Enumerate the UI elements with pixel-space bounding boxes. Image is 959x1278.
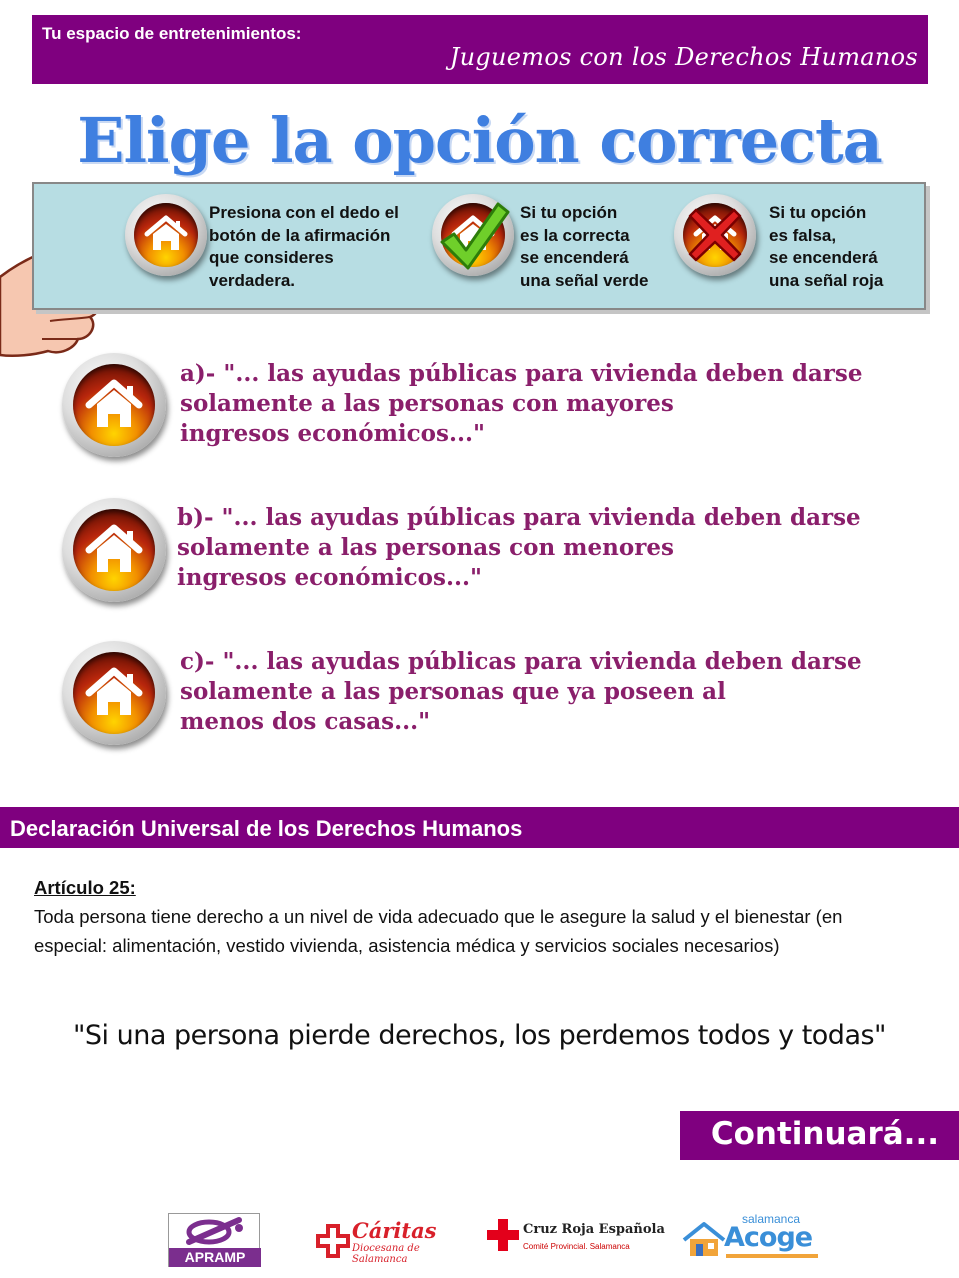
article-block <box>34 873 914 960</box>
acoge-underline <box>726 1254 818 1258</box>
instruction-correct-text: Si tu opción es la correcta se encenderá una señal verde <box>520 203 649 290</box>
continue-label: Continuará... <box>710 1116 939 1152</box>
quote-text: "Si una persona pierde derechos, los perdemos todos y todas" <box>73 1020 886 1051</box>
banner-subtitle: Juguemos con los Derechos Humanos <box>449 43 918 71</box>
article-heading: Artículo 25: <box>34 877 136 898</box>
cruz-roja-logo: Cruz Roja Española Comité Provincial. Salamanca <box>486 1216 634 1258</box>
caritas-logo: Cáritas Diocesana de Salamanca <box>316 1218 440 1266</box>
instruction-wrong-text: Si tu opción es falsa, se encenderá una señal roja <box>769 203 884 290</box>
option-a-text: a)- "... las ayudas públicas para vivienda deben darse solamente a las personas con mayores ingresos económicos..." <box>180 360 863 447</box>
top-banner <box>32 15 928 84</box>
acoge-logo: salamanca Acoge <box>682 1212 820 1260</box>
article-text: Toda persona tiene derecho a un nivel de vida adecuado que le asegure la salud y el bienestar (en especial: alimentación, vestido vivienda, asistencia médica y servicios sociales necesarios) <box>34 906 843 956</box>
declaration-title: Declaración Universal de los Derechos Humanos <box>10 816 523 841</box>
option-c-text: c)- "... las ayudas públicas para vivienda deben darse solamente a las personas que ya poseen al menos dos casas..." <box>180 648 862 735</box>
check-icon <box>432 196 512 276</box>
option-b-text: b)- "... las ayudas públicas para vivienda deben darse solamente a las personas con menores ingresos económicos..." <box>177 504 861 591</box>
option-a-button[interactable] <box>62 353 166 457</box>
home-button-icon <box>125 194 207 276</box>
option-c-button[interactable] <box>62 641 166 745</box>
option-b-button[interactable] <box>62 498 166 602</box>
instruction-press-text: Presiona con el dedo el botón de la afirmación que consideres verdadera. <box>209 203 399 290</box>
cross-icon <box>680 200 750 270</box>
declaration-banner <box>0 807 959 848</box>
page-title: Elige la opción correcta <box>77 104 882 177</box>
continue-banner[interactable] <box>680 1111 959 1160</box>
apramp-logo: APRAMP <box>168 1213 260 1267</box>
banner-label: Tu espacio de entretenimientos: <box>42 24 302 43</box>
